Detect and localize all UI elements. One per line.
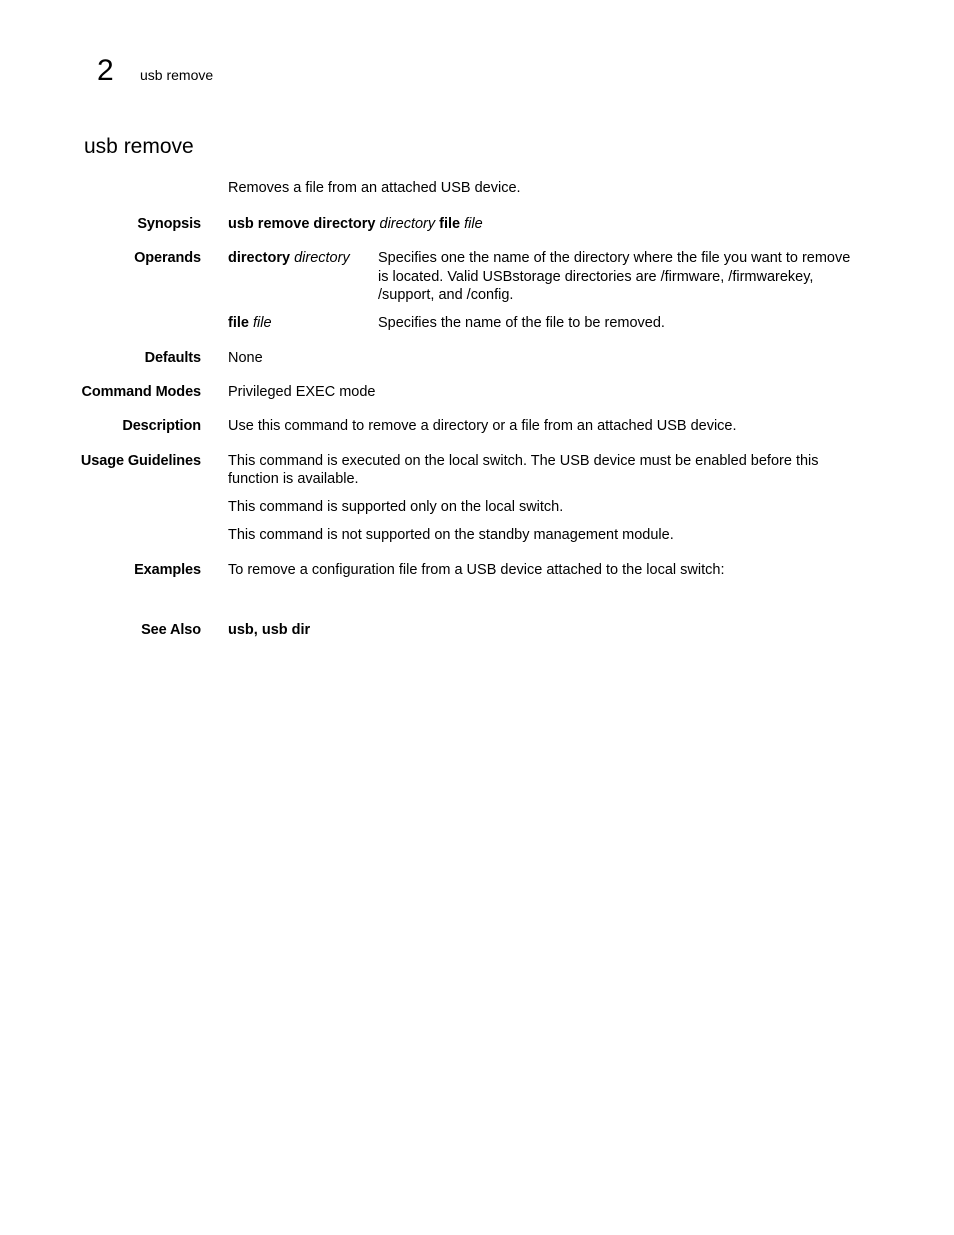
- running-header-title: usb remove: [140, 67, 214, 83]
- defaults-value: None: [228, 350, 263, 366]
- operand-desc-directory: [378, 249, 878, 305]
- usage-guideline-line: This command is supported only on the local switch.: [228, 499, 564, 515]
- usage-guideline-line: This command is executed on the local switch. The USB device must be enabled before this: [228, 453, 819, 469]
- operand-term-directory: [228, 249, 350, 268]
- label-examples: Examples: [134, 562, 201, 578]
- operand-arg: directory: [294, 250, 350, 266]
- usage-guideline-line: This command is not supported on the standby management module.: [228, 527, 674, 543]
- synopsis-keyword-file: file: [439, 216, 461, 232]
- chapter-number: 2: [97, 54, 114, 87]
- operand-desc-line: Specifies the name of the file to be removed.: [378, 315, 665, 331]
- see-also-link[interactable]: usb, usb dir: [228, 622, 311, 638]
- description-text: Use this command to remove a directory or a file from an attached USB device.: [228, 418, 737, 434]
- operand-arg: file: [252, 315, 272, 331]
- command-summary: Removes a file from an attached USB device.: [228, 180, 521, 196]
- operand-desc-line: /support, and /config.: [378, 287, 514, 303]
- label-synopsis: Synopsis: [137, 216, 201, 232]
- synopsis-command: usb remove directory: [228, 216, 376, 232]
- label-see-also: See Also: [141, 622, 201, 638]
- synopsis-line: [228, 215, 483, 234]
- see-also-links: [228, 621, 310, 640]
- label-defaults: Defaults: [144, 350, 201, 366]
- label-description: Description: [122, 418, 201, 434]
- command-modes-value: Privileged EXEC mode: [228, 384, 376, 400]
- operand-keyword: file: [228, 315, 249, 331]
- label-usage-guidelines: Usage Guidelines: [80, 453, 201, 469]
- operand-desc-file: [378, 314, 878, 333]
- examples-text: To remove a configuration file from a USB device attached to the local switch:: [228, 562, 725, 578]
- usage-guideline-line: function is available.: [228, 471, 359, 487]
- label-command-modes: Command Modes: [81, 384, 201, 400]
- synopsis-arg-directory: directory: [379, 216, 436, 232]
- operand-desc-line: is located. Valid USBstorage directories are /firmware, /firmwarekey,: [378, 268, 814, 285]
- page-title: usb remove: [84, 135, 194, 158]
- label-operands: Operands: [134, 250, 201, 266]
- synopsis-arg-file: file: [464, 216, 483, 232]
- operand-term-file: [228, 314, 272, 333]
- operand-desc-line: Specifies one the name of the directory where the file you want to remove: [378, 250, 851, 266]
- operand-keyword: directory: [228, 250, 291, 266]
